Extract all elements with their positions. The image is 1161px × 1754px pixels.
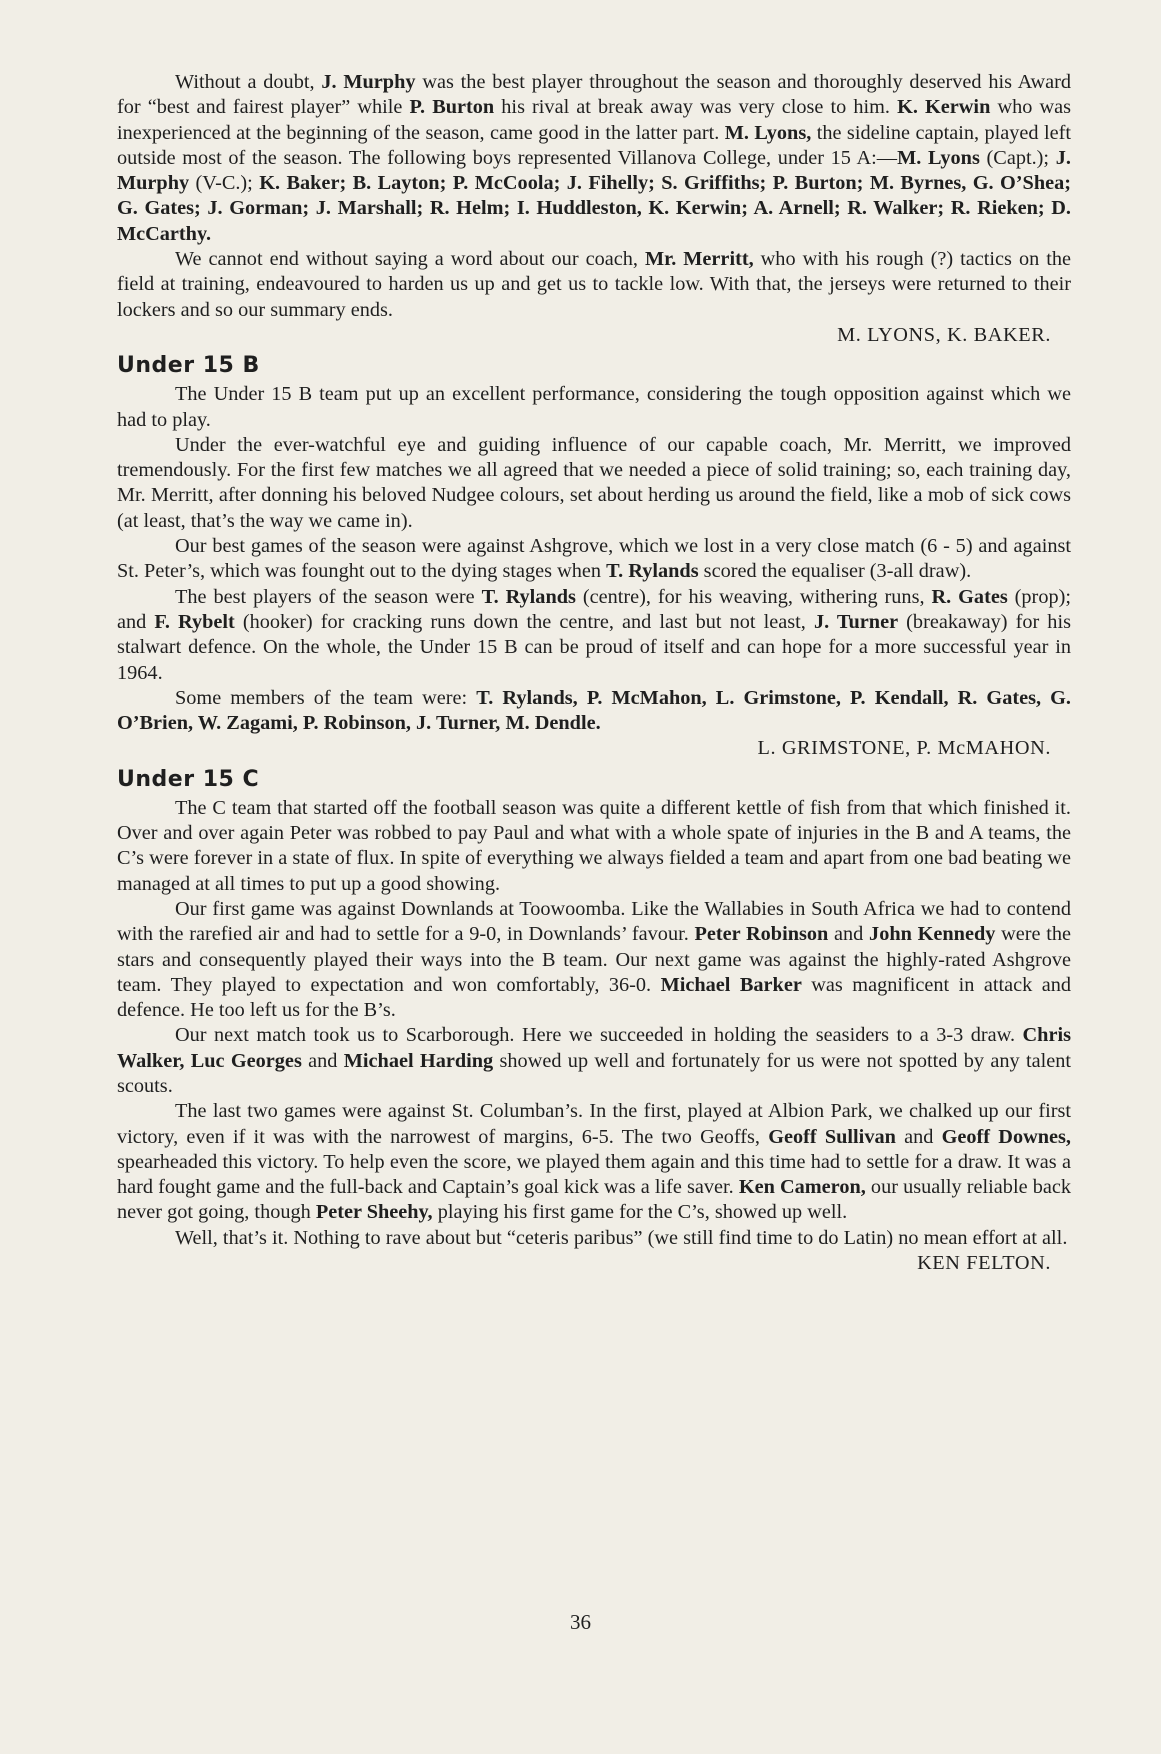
article-body: [117, 70, 1071, 1276]
section-1: [117, 352, 1071, 761]
signature: M. LYONS, K. BAKER.: [837, 323, 1051, 346]
section-heading: Under 15 C: [117, 766, 260, 792]
signature: KEN FELTON.: [917, 1252, 1051, 1275]
paragraph: [117, 433, 1071, 534]
text-run: scored the equaliser (3-all draw).: [698, 560, 972, 583]
text-run: his rival at break away was very close to him.: [494, 96, 898, 119]
text-run: who was inexperienced at the beginning of the season, came good in the latter part.: [117, 96, 1071, 144]
bold-name-run: Peter Sheehy,: [315, 1201, 433, 1224]
text-run: and: [301, 1049, 344, 1072]
bold-name-run: John Kennedy: [869, 923, 996, 946]
text-run: Some members of the team were:: [175, 686, 477, 709]
text-run: the sideline captain, played left outside most of the season. The following boys represented Villanova College, under 15 A:—: [117, 121, 1071, 169]
text-run: were the stars and consequently played their ways into the B team. Our next game was against the highly-rated Ashgrove team. They played to expectation and won comfortably, 36-0.: [117, 923, 1071, 996]
bold-name-run: Geoff Downes,: [941, 1125, 1071, 1148]
text-run: The Under 15 B team put up an excellent performance, considering the tough opposition against which we had to play.: [117, 383, 1071, 431]
bold-name-run: K. Baker; B. Layton; P. McCoola; J. Fihelly; S. Griffiths; P. Burton; M. Byrnes, G. O’Shea; G. Gates; J. Gorman; J. Marshall; R. Helm; I. Huddleston, K. Kerwin; A. Arnell; R. Walker; R. Rieken; D. McCarthy.: [117, 172, 1071, 245]
bold-name-run: P. Burton: [409, 96, 495, 119]
bold-name-run: T. Rylands, P. McMahon, L. Grimstone, P. Kendall, R. Gates, G. O’Brien, W. Zagami, P. Robinson, J. Turner, M. Dendle.: [117, 686, 1071, 735]
bold-name-run: T. Rylands: [606, 560, 699, 583]
bold-name-run: K. Kerwin: [897, 96, 991, 119]
text-run: (V-C.);: [189, 172, 260, 195]
text-run: The last two games were against St. Columban’s. In the first, played at Albion Park, we chalked up our first victory, even if it was with the narrowest of margins, 6-5. The two Geoffs,: [117, 1100, 1071, 1148]
text-run: was the best player throughout the season and thoroughly deserved his Award for “best and fairest player” while: [117, 71, 1071, 119]
paragraph: [117, 1023, 1071, 1099]
paragraph: [117, 585, 1071, 686]
text-run: The best players of the season were: [175, 585, 482, 608]
section-heading: Under 15 B: [117, 353, 260, 379]
bold-name-run: J. Murphy: [117, 146, 1071, 195]
text-run: showed up well and fortunately for us were not spotted by any talent scouts.: [117, 1049, 1071, 1097]
text-run: Our next match took us to Scarborough. Here we succeeded in holding the seasiders to a 3-3 draw.: [175, 1024, 1023, 1047]
section-0: [117, 70, 1071, 348]
text-run: We cannot end without saying a word about our coach,: [175, 248, 645, 271]
bold-name-run: Chris Walker, Luc Georges: [117, 1024, 1071, 1072]
text-run: Our first game was against Downlands at Toowoomba. Like the Wallabies in South Africa we had to contend with the rarefied air and had to settle for a 9-0, in Downlands’ favour.: [117, 897, 1071, 946]
section-2: [117, 766, 1071, 1277]
bold-name-run: Peter Robinson: [694, 923, 829, 946]
paragraph: [117, 247, 1071, 323]
text-run: spearheaded this victory. To help even the score, we played them again and this time had to settle for a draw. It was a hard fought game and the full-back and Captain’s goal kick was a life saver.: [117, 1150, 1071, 1199]
paragraph: [117, 382, 1071, 433]
text-run: (centre), for his weaving, withering runs,: [575, 585, 932, 608]
paragraph: [117, 70, 1071, 247]
text-run: was magnificent in attack and defence. He too left us for the B’s.: [117, 973, 1072, 1022]
bold-name-run: R. Gates: [931, 585, 1008, 608]
bold-name-run: J. Turner: [813, 610, 899, 633]
text-run: Our best games of the season were against Ashgrove, which we lost in a very close match (6 - 5) and against St. Peter’s, which was founght out to the dying stages when: [117, 535, 1071, 583]
bold-name-run: Michael Barker: [660, 973, 802, 996]
text-run: (breakaway) for his stalwart defence. On the whole, the Under 15 B can be proud of itself and can hope for a more successful year in 1964.: [117, 610, 1071, 684]
paragraph: [117, 534, 1071, 585]
paragraph: [117, 686, 1071, 737]
bold-name-run: T. Rylands: [481, 585, 576, 608]
page-number: 36: [570, 1610, 591, 1634]
text-run: playing his first game for the C’s, showed up well.: [432, 1201, 848, 1224]
bold-name-run: Mr. Merritt,: [644, 248, 754, 271]
text-run: (prop); and: [117, 585, 1071, 633]
text-run: The C team that started off the football season was quite a different kettle of fish from that which finished it. Over and over again Peter was robbed to pay Paul and what with a whole spate of injuries in the B and A teams, the C’s were forever in a state of flux. In spite of everything we always fielded a team and apart from one bad beating we managed at all times to put up a good showing.: [117, 796, 1071, 895]
text-run: who with his rough (?) tactics on the field at training, endeavoured to harden us up and get us to tackle low. With that, the jerseys were returned to their lockers and so our summary ends.: [117, 248, 1071, 321]
text-run: Without a doubt,: [175, 71, 322, 93]
text-run: Well, that’s it. Nothing to rave about but “ceteris paribus” (we still find time to do Latin) no mean effort at all.: [175, 1226, 1068, 1249]
paragraph: [117, 897, 1071, 1023]
bold-name-run: M. Lyons: [897, 146, 980, 169]
text-run: (hooker) for cracking runs down the centre, and last but not least,: [234, 610, 814, 633]
paragraph: [117, 796, 1071, 897]
bold-name-run: M. Lyons,: [724, 121, 812, 144]
text-run: and: [828, 923, 870, 946]
signature: L. GRIMSTONE, P. McMAHON.: [757, 737, 1051, 760]
bold-name-run: J. Murphy: [321, 71, 416, 93]
text-run: (Capt.);: [979, 146, 1056, 169]
bold-name-run: Ken Cameron,: [738, 1176, 866, 1199]
paragraph: [117, 1226, 1071, 1251]
bold-name-run: Michael Harding: [343, 1049, 494, 1072]
bold-name-run: Geoff Sullivan: [768, 1125, 896, 1148]
text-run: Under the ever-watchful eye and guiding influence of our capable coach, Mr. Merritt, we improved tremendously. For the first few matches we all agreed that we needed a piece of solid training; so, each training day, Mr. Merritt, after donning his beloved Nudgee colours, set about herding us around the field, like a mob of sick cows (at least, that’s the way we came in).: [117, 433, 1071, 532]
paragraph: [117, 1099, 1071, 1225]
bold-name-run: F. Rybelt: [154, 610, 235, 633]
text-run: our usually reliable back never got going, though: [117, 1176, 1071, 1224]
text-run: and: [895, 1125, 942, 1148]
